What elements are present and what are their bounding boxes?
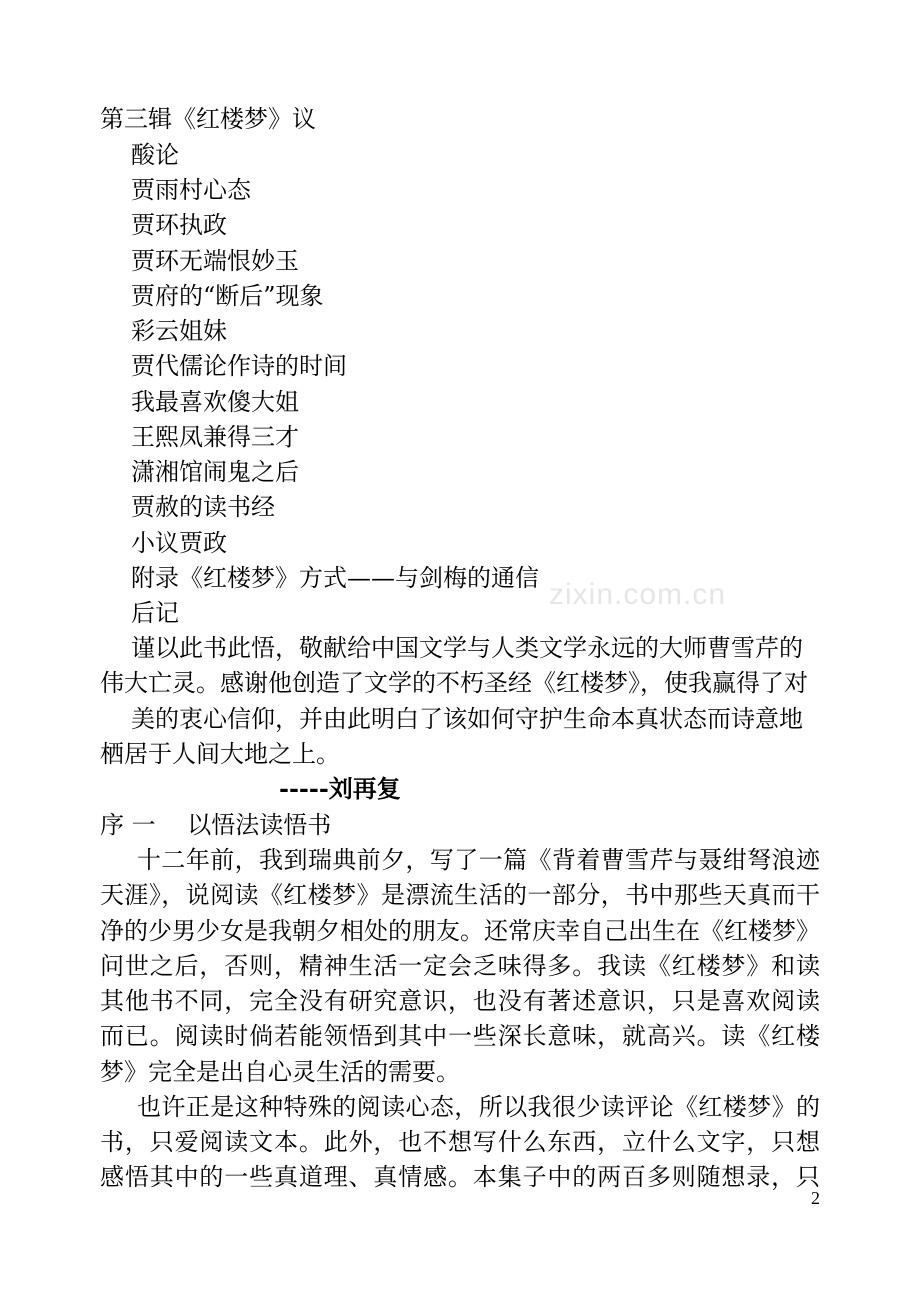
contents-item: 附录《红楼梦》方式——与剑梅的通信	[131, 564, 539, 592]
paragraph-line: 感悟其中的一些真道理、真情感。本集子中的两百多则随想录，只	[100, 1163, 820, 1191]
contents-item: 小议贾政	[131, 529, 227, 557]
paragraph-line: 书，只爱阅读文本。此外，也不想写什么东西，立什么文字，只想	[100, 1128, 820, 1156]
dedication-line: 栖居于人间大地之上。	[100, 740, 340, 768]
dedication-line: 谨以此书此悟，敬献给中国文学与人类文学永远的大师曹雪芹的	[131, 634, 803, 662]
preface-title: 序 一 以悟法读悟书	[100, 811, 332, 839]
watermark: zixin.com.cn	[549, 578, 727, 611]
contents-item: 贾环执政	[131, 211, 227, 239]
paragraph-line: 问世之后，否则，精神生活一定会乏味得多。我读《红楼梦》和读	[100, 952, 820, 980]
dedication-line: 美的衷心信仰，并由此明白了该如何守护生命本真状态而诗意地	[131, 705, 803, 733]
paragraph-line: 也许正是这种特殊的阅读心态，所以我很少读评论《红楼梦》的	[137, 1093, 820, 1121]
contents-item: 后记	[131, 599, 179, 627]
contents-item: 王熙凤兼得三才	[131, 423, 299, 451]
paragraph-line: 梦》完全是出自心灵生活的需要。	[100, 1058, 460, 1086]
contents-item: 潇湘馆闹鬼之后	[131, 458, 299, 486]
contents-item: 贾环无端恨妙玉	[131, 247, 299, 275]
contents-item: 贾府的“断后”现象	[131, 282, 324, 310]
contents-item: 彩云姐妹	[131, 317, 227, 345]
paragraph-line: 十二年前，我到瑞典前夕，写了一篇《背着曹雪芹与聂绀弩浪迹	[137, 846, 820, 874]
contents-item: 贾赦的读书经	[131, 493, 275, 521]
section-title: 第三辑《红楼梦》议	[100, 105, 316, 133]
paragraph-line: 净的少男少女是我朝夕相处的朋友。还常庆幸自己出生在《红楼梦》	[100, 917, 820, 945]
contents-item: 贾代儒论作诗的时间	[131, 352, 347, 380]
paragraph-line: 而已。阅读时倘若能领悟到其中一些深长意味，就高兴。读《红楼	[100, 1022, 820, 1050]
page-number: 2	[811, 1188, 820, 1208]
contents-item: 我最喜欢傻大姐	[131, 388, 299, 416]
contents-item: 贾雨村心态	[131, 176, 251, 204]
paragraph-line: 天涯》，说阅读《红楼梦》是漂流生活的一部分，书中那些天真而干	[100, 881, 820, 909]
dedication-line: 伟大亡灵。感谢他创造了文学的不朽圣经《红楼梦》，使我赢得了对	[100, 669, 808, 697]
paragraph-line: 其他书不同，完全没有研究意识，也没有著述意识，只是喜欢阅读	[100, 987, 820, 1015]
signature: -----刘再复	[279, 774, 401, 803]
contents-item: 酸论	[131, 141, 179, 169]
